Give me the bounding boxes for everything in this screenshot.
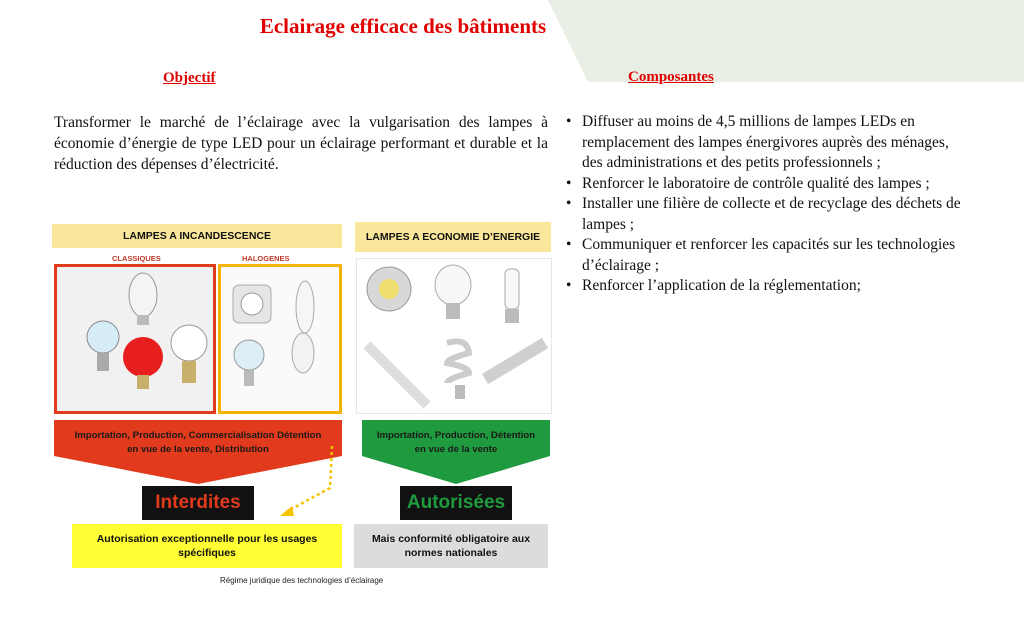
autorisees-badge: Autorisées: [400, 486, 512, 520]
objectif-heading: Objectif: [163, 70, 216, 86]
bulb-icons: [57, 267, 213, 411]
halogen-icons: [221, 267, 339, 411]
composante-item: • Renforcer l’application de la réglementation;: [566, 276, 961, 297]
composante-item: • Communiquer et renforcer les capacités sur les technologies d’éclairage ;: [566, 235, 961, 276]
allowed-activities-text: Importation, Production, Détention en vue de la vente: [376, 430, 536, 455]
composante-item: • Renforcer le laboratoire de contrôle qualité des lampes ;: [566, 174, 961, 195]
incandescent-header: LAMPES A INCANDESCENCE: [52, 224, 342, 248]
composante-item: • Diffuser au moins de 4,5 millions de lampes LEDs en remplacement des lampes énergivores auprès des ménages, des administrations et des petits professionnels ;: [566, 112, 961, 174]
led-cfl-photo: [356, 258, 552, 414]
composantes-list: [566, 112, 961, 297]
halogen-bulbs-photo: [218, 264, 342, 414]
compliance-box: Mais conformité obligatoire aux normes nationales: [354, 524, 548, 568]
halogenes-label: HALOGENES: [242, 254, 290, 263]
objectif-text: Transformer le marché de l’éclairage avec la vulgarisation des lampes à économie d’énergie de type LED pour un éclairage performant et durable et la réduction des dépenses d’électricité.: [54, 114, 548, 173]
led-icons: [357, 259, 551, 413]
composantes-heading: Composantes: [628, 69, 714, 85]
energy-saving-header: LAMPES A ECONOMIE D’ENERGIE: [355, 222, 551, 252]
classiques-label: CLASSIQUES: [112, 254, 161, 263]
page-title: Eclairage efficace des bâtiments: [259, 14, 547, 38]
forbidden-activities-text: Importation, Production, Commercialisation Détention en vue de la vente, Distribution: [74, 430, 322, 455]
interdites-badge: Interdites: [142, 486, 254, 520]
composante-item: • Installer une filière de collecte et de recyclage des déchets de lampes ;: [566, 194, 961, 235]
lighting-regime-figure: [52, 222, 554, 585]
dotted-arrow-icon: [272, 444, 352, 524]
exceptional-authorization-box: Autorisation exceptionnelle pour les usages spécifiques: [72, 524, 342, 568]
figure-caption: Régime juridique des technologies d’éclairage: [220, 576, 384, 585]
classic-bulbs-photo: [54, 264, 216, 414]
